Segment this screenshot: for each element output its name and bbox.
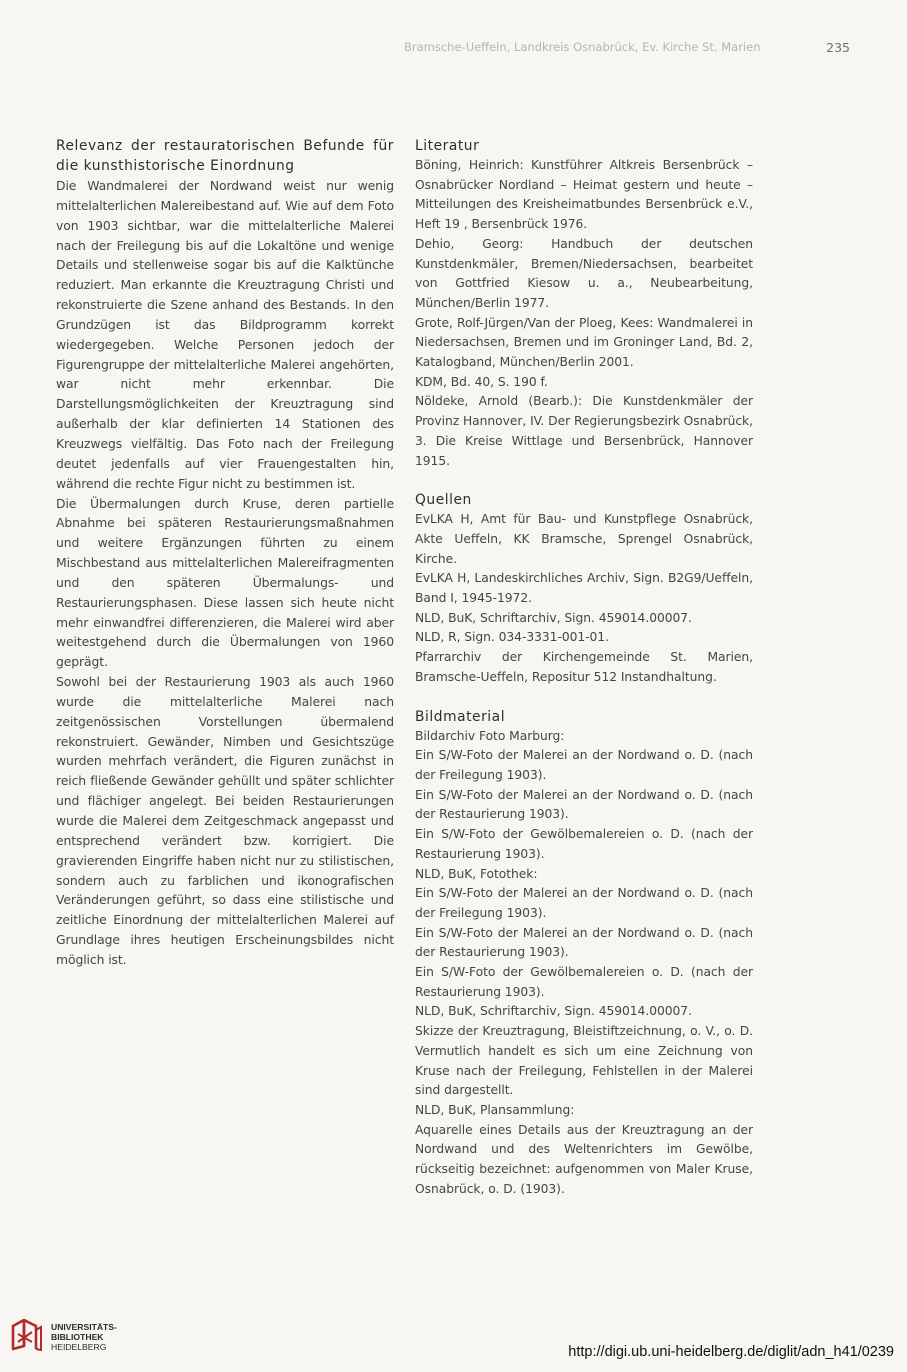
image-source-entry: NLD, BuK, Fotothek: xyxy=(415,866,538,881)
library-logo[interactable] xyxy=(10,1316,130,1356)
page-number: 235 xyxy=(826,40,850,55)
library-name-line: HEIDELBERG xyxy=(51,1341,107,1352)
source-entry: NLD, BuK, Schriftarchiv, Sign. 459014.00007. xyxy=(415,610,692,625)
library-name xyxy=(51,1323,117,1352)
body-paragraph: Sowohl bei der Restaurierung 1903 als auch 1960 wurde die mittelalterliche Malerei nach zeitgenössischen Vorstellungen übermalend rekonstruiert. Gewänder, Nimben und Gesichtszüge wurden mehrfach verändert, die Figuren zunächst in reich fließende Gewänder gehüllt und später schlichter und flächiger angelegt. Bei beiden Restaurierungen wurde die Malerei dem Zeitgeschmack angepasst und entsprechend verändert bzw. korrigiert. Die gravierenden Eingriffe haben nicht nur zu stilistischen, sondern auch zu farblichen und ikonografischen Veränderungen geführt, so dass eine stilistische und zeitliche Einordnung der mittelalterlichen Malerei auf Grundlage ihres heutigen Erscheinungsbildes nicht möglich ist. xyxy=(56,674,394,967)
image-source-entry: Skizze der Kreuztragung, Bleistiftzeichnung, o. V., o. D. Vermutlich handelt es sich um eine Zeichnung von Kruse nach der Freilegung, Fehlstellen in der Malerei sind dargestellt. xyxy=(415,1024,753,1098)
library-name-line: UNIVERSITÄTS- xyxy=(51,1322,117,1332)
image-source-entry: Ein S/W-Foto der Malerei an der Nordwand o. D. (nach der Restaurierung 1903). xyxy=(415,925,753,960)
image-source-entry: Ein S/W-Foto der Gewölbemalereien o. D. (nach der Restaurierung 1903). xyxy=(415,827,753,861)
source-entry: NLD, R, Sign. 034-3331-001-01. xyxy=(415,630,609,645)
library-seal-icon xyxy=(10,1316,44,1352)
image-source-entry: Ein S/W-Foto der Gewölbemalereien o. D. (nach der Restaurierung 1903). xyxy=(415,965,753,999)
library-name-line: BIBLIOTHEK xyxy=(51,1331,104,1342)
source-url-link[interactable]: http://digi.ub.uni-heidelberg.de/diglit/adn_h41/0239 xyxy=(568,1344,894,1360)
literature-entry: KDM, Bd. 40, S. 190 f. xyxy=(415,374,548,389)
literature-entry: Böning, Heinrich: Kunstführer Altkreis Bersenbrück – Osnabrücker Nordland – Heimat gestern und heute – Mitteilungen des Kreisheimatbundes Bersenbrück e.V., Heft 19 , Bersenbrück 1976. xyxy=(415,158,753,232)
section-title-bildmaterial: Bildmaterial xyxy=(415,708,506,725)
image-source-entry: NLD, BuK, Schriftarchiv, Sign. 459014.00007. xyxy=(415,1004,692,1019)
image-source-entry: Ein S/W-Foto der Malerei an der Nordwand o. D. (nach der Freilegung 1903). xyxy=(415,748,753,782)
section-title-quellen: Quellen xyxy=(415,492,472,509)
body-paragraph: Die Übermalungen durch Kruse, deren partielle Abnahme bei späteren Restaurierungsmaßnahmen und weitere Ergänzungen führten zu einem Mischbestand aus mittelalterlichen Malereifragmenten und den späteren Übermalungs- und Restaurierungsphasen. Diese lassen sich heute nicht mehr einwandfrei differenzieren, die Malerei wird aber weitestgehend durch die Übermalungen von 1960 geprägt. xyxy=(56,495,394,670)
image-source-entry: NLD, BuK, Plansammlung: xyxy=(415,1102,575,1117)
image-source-entry: Bildarchiv Foto Marburg: xyxy=(415,728,565,743)
section-title-literatur: Literatur xyxy=(415,138,480,154)
literature-entry: Grote, Rolf-Jürgen/Van der Ploeg, Kees: Wandmalerei in Niedersachsen, Bremen und im Groninger Land, Bd. 2, Katalogband, München/Berlin 2001. xyxy=(415,315,753,370)
left-column xyxy=(56,136,394,970)
literatur-section xyxy=(415,136,753,471)
image-source-entry: Ein S/W-Foto der Malerei an der Nordwand o. D. (nach der Restaurierung 1903). xyxy=(415,787,753,822)
right-column xyxy=(415,136,753,1218)
source-entry: EvLKA H, Landeskirchliches Archiv, Sign. B2G9/Ueffeln, Band I, 1945-1972. xyxy=(415,571,753,606)
running-head: Bramsche-Ueffeln, Landkreis Osnabrück, Ev. Kirche St. Marien xyxy=(404,40,761,54)
image-source-entry: Ein S/W-Foto der Malerei an der Nordwand o. D. (nach der Freilegung 1903). xyxy=(415,886,753,920)
bildmaterial-section xyxy=(415,707,753,1200)
literature-entry: Dehio, Georg: Handbuch der deutschen Kunstdenkmäler, Bremen/Niedersachsen, bearbeitet von Gottfried Kiesow u. a., Neubearbeitung, München/Berlin 1977. xyxy=(415,236,753,310)
section-title-relevanz: Relevanz der restauratorischen Befunde für die kunsthistorische Einordnung xyxy=(56,138,394,174)
literature-entry: Nöldeke, Arnold (Bearb.): Die Kunstdenkmäler der Provinz Hannover, IV. Der Regierungsbezirk Osnabrück, 3. Die Kreise Wittlage und Bersenbrück, Hannover 1915. xyxy=(415,394,753,468)
source-entry: Pfarrarchiv der Kirchengemeinde St. Marien, Bramsche-Ueffeln, Repositur 512 Instandhaltung. xyxy=(415,650,753,684)
quellen-section xyxy=(415,490,753,687)
body-paragraph: Die Wandmalerei der Nordwand weist nur wenig mittelalterlichen Malereibestand auf. Wie auf dem Foto von 1903 sichtbar, war die mittelalterliche Malerei nach der Freilegung bis auf die Lokaltöne und wenige Details und stellenweise sogar bis auf die Kalktünche reduziert. Man erkannte die Kreuztragung Christi und rekonstruierte die Szene anhand des Bestands. In den Grundzügen ist das Bildprogramm korrekt wiedergegeben. Welche Personen jedoch der Figurengruppe der mittelalterliche Malerei angehörten, war nicht mehr erkennbar. Die Darstellungsmöglichkeiten der Kreuztragung sind außerhalb der klar definierten 14 Stationen des Kreuzwegs vielfältig. Das Foto nach der Freilegung deutet jedenfalls auf vier Frauengestalten hin, während die rechte Figur nicht zu bestimmen ist. xyxy=(56,178,394,491)
source-entry: EvLKA H, Amt für Bau- und Kunstpflege Osnabrück, Akte Ueffeln, KK Bramsche, Sprengel Osnabrück, Kirche. xyxy=(415,512,753,566)
image-source-entry: Aquarelle eines Details aus der Kreuztragung an der Nordwand und des Weltenrichters im Gewölbe, rückseitig bezeichnet: aufgenommen von Maler Kruse, Osnabrück, o. D. (1903). xyxy=(415,1122,753,1196)
